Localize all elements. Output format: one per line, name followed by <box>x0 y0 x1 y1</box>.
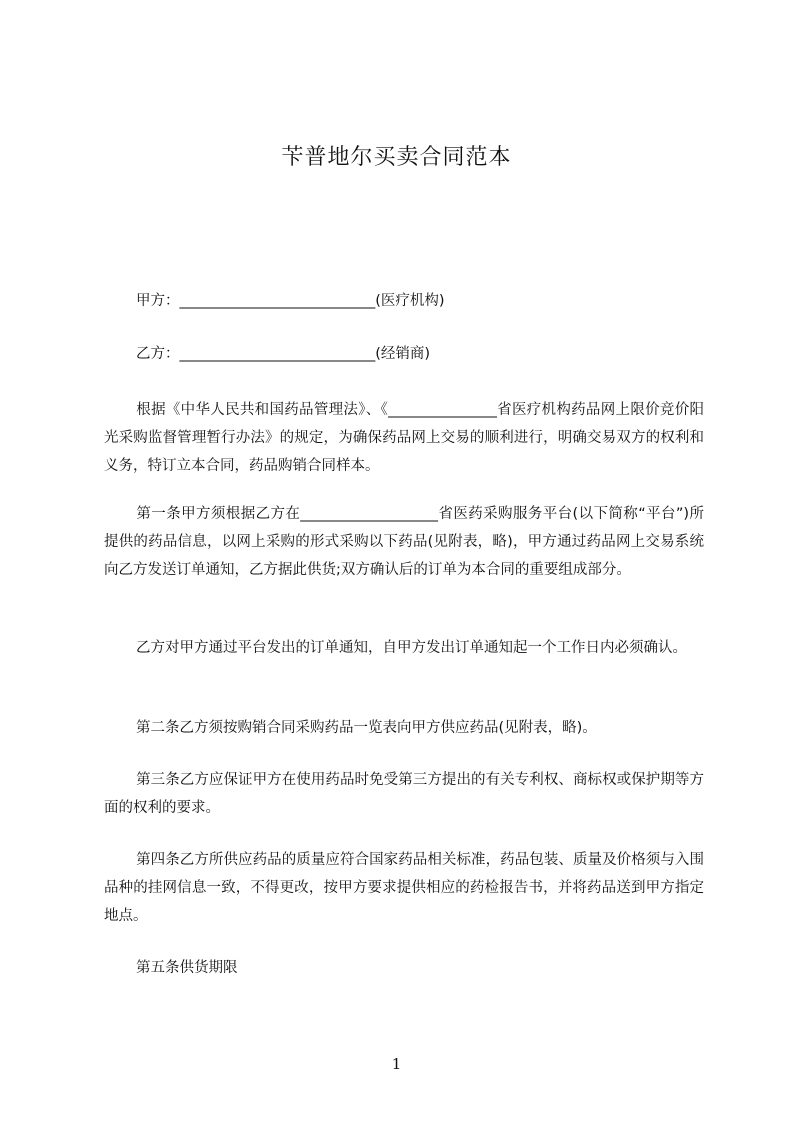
page-number: 1 <box>391 1055 402 1073</box>
document-title: 苄普地尔买卖合同范本 <box>281 145 512 170</box>
paragraph-article-3 <box>104 766 704 822</box>
paragraph-text: 第二条乙方须按购销合同采购药品一览表向甲方供应药品(见附表，略)。 <box>136 720 597 736</box>
paragraph-article-4 <box>104 846 704 930</box>
paragraph-confirmation <box>104 634 704 662</box>
paragraph-article-1 <box>104 500 704 584</box>
party-a-line: 甲方：___________________________(医疗机构) <box>136 293 445 309</box>
paragraph-text: 乙方对甲方通过平台发出的订单通知，自甲方发出订单通知起一个工作日内必须确认。 <box>136 640 687 656</box>
party-b-line: 乙方：___________________________(经销商) <box>136 346 431 362</box>
paragraph-text: 根据《中华人民共和国药品管理法》、《_______________省医疗机构药品网上限价竞价阳光采购监督管理暂行办法》的规定，为确保药品网上交易的顺利进行，明确交易双方的权利和义务，特订立本合同，药品购销合同样本。 <box>104 402 704 474</box>
paragraph-text: 第四条乙方所供应药品的质量应符合国家药品相关标准，药品包装、质量及价格须与入围品种的挂网信息一致，不得更改，按甲方要求提供相应的药检报告书，并将药品送到甲方指定地点。 <box>104 852 704 924</box>
paragraph-preamble <box>104 396 704 480</box>
paragraph-text: 第三条乙方应保证甲方在使用药品时免受第三方提出的有关专利权、商标权或保护期等方面的权利的要求。 <box>104 772 704 816</box>
paragraph-text: 第五条供货期限 <box>136 960 238 976</box>
paragraph-text: 第一条甲方须根据乙方在___________________省医药采购服务平台(以下简称“平台”)所提供的药品信息，以网上采购的形式采购以下药品(见附表，略)，甲方通过药品网上交易系统向乙方发送订单通知，乙方据此供货;双方确认后的订单为本合同的重要组成部分。 <box>104 506 704 578</box>
paragraph-article-2 <box>104 714 704 742</box>
paragraph-article-5 <box>104 954 704 982</box>
